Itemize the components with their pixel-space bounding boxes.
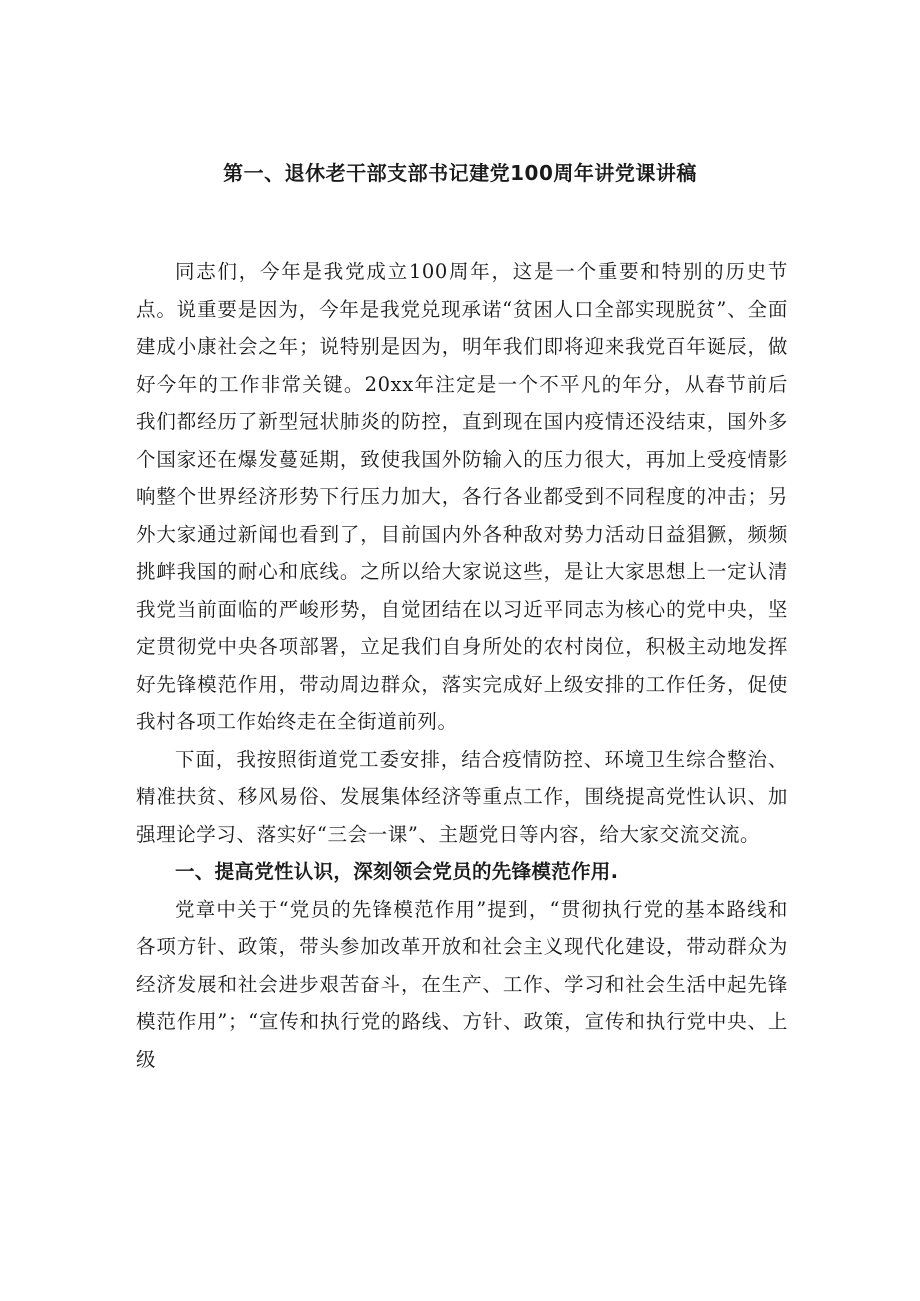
paragraph-intro: 同志们，今年是我党成立100周年，这是一个重要和特别的历史节点。说重要是因为，今年是我党兑现承诺“贫困人口全部实现脱贫”、全面建成小康社会之年；说特别是因为，明年我们即将迎来我党百年诞辰，做好今年的工作非常关键。20xx年注定是一个不平凡的年分，从春节前后我们都经历了新型冠状肺炎的防控，直到现在国内疫情还没结束，国外多个国家还在爆发蔓延期，致使我国外防输入的压力很大，再加上受疫情影响整个世界经济形势下行压力加大，各行各业都受到不同程度的冲击；另外大家通过新闻也看到了，目前国内外各种敌对势力活动日益猖獗，频频挑衅我国的耐心和底线。之所以给大家说这些，是让大家思想上一定认清我党当前面临的严峻形势，自觉团结在以习近平同志为核心的党中央，坚定贯彻党中央各项部署，立足我们自身所处的农村岗位，积极主动地发挥好先锋模范作用，带动周边群众，落实完成好上级安排的工作任务，促使我村各项工作始终走在全街道前列。 [136, 260, 788, 733]
paragraph-section-body: 党章中关于“党员的先锋模范作用”提到，“贯彻执行党的基本路线和各项方针、政策，带头参加改革开放和社会主义现代化建设，带动群众为经济发展和社会进步艰苦奋斗，在生产、工作、学习和社会生活中起先锋模范作用”；“宣传和执行党的路线、方针、政策，宣传和执行党中央、上级 [136, 897, 788, 1071]
section-heading: 一、提高党性认识，深刻领会党员的先锋模范作用. [175, 860, 619, 883]
document-title: 第一、退休老干部支部书记建党100周年讲党课讲稿 [223, 161, 697, 185]
document-body [136, 253, 788, 1078]
paragraph-outline: 下面，我按照街道党工委安排，结合疫情防控、环境卫生综合整治、精准扶贫、移风易俗、发展集体经济等重点工作，围绕提高党性认识、加强理论学习、落实好“三会一课”、主题党日等内容，给大家交流交流。 [136, 747, 788, 846]
